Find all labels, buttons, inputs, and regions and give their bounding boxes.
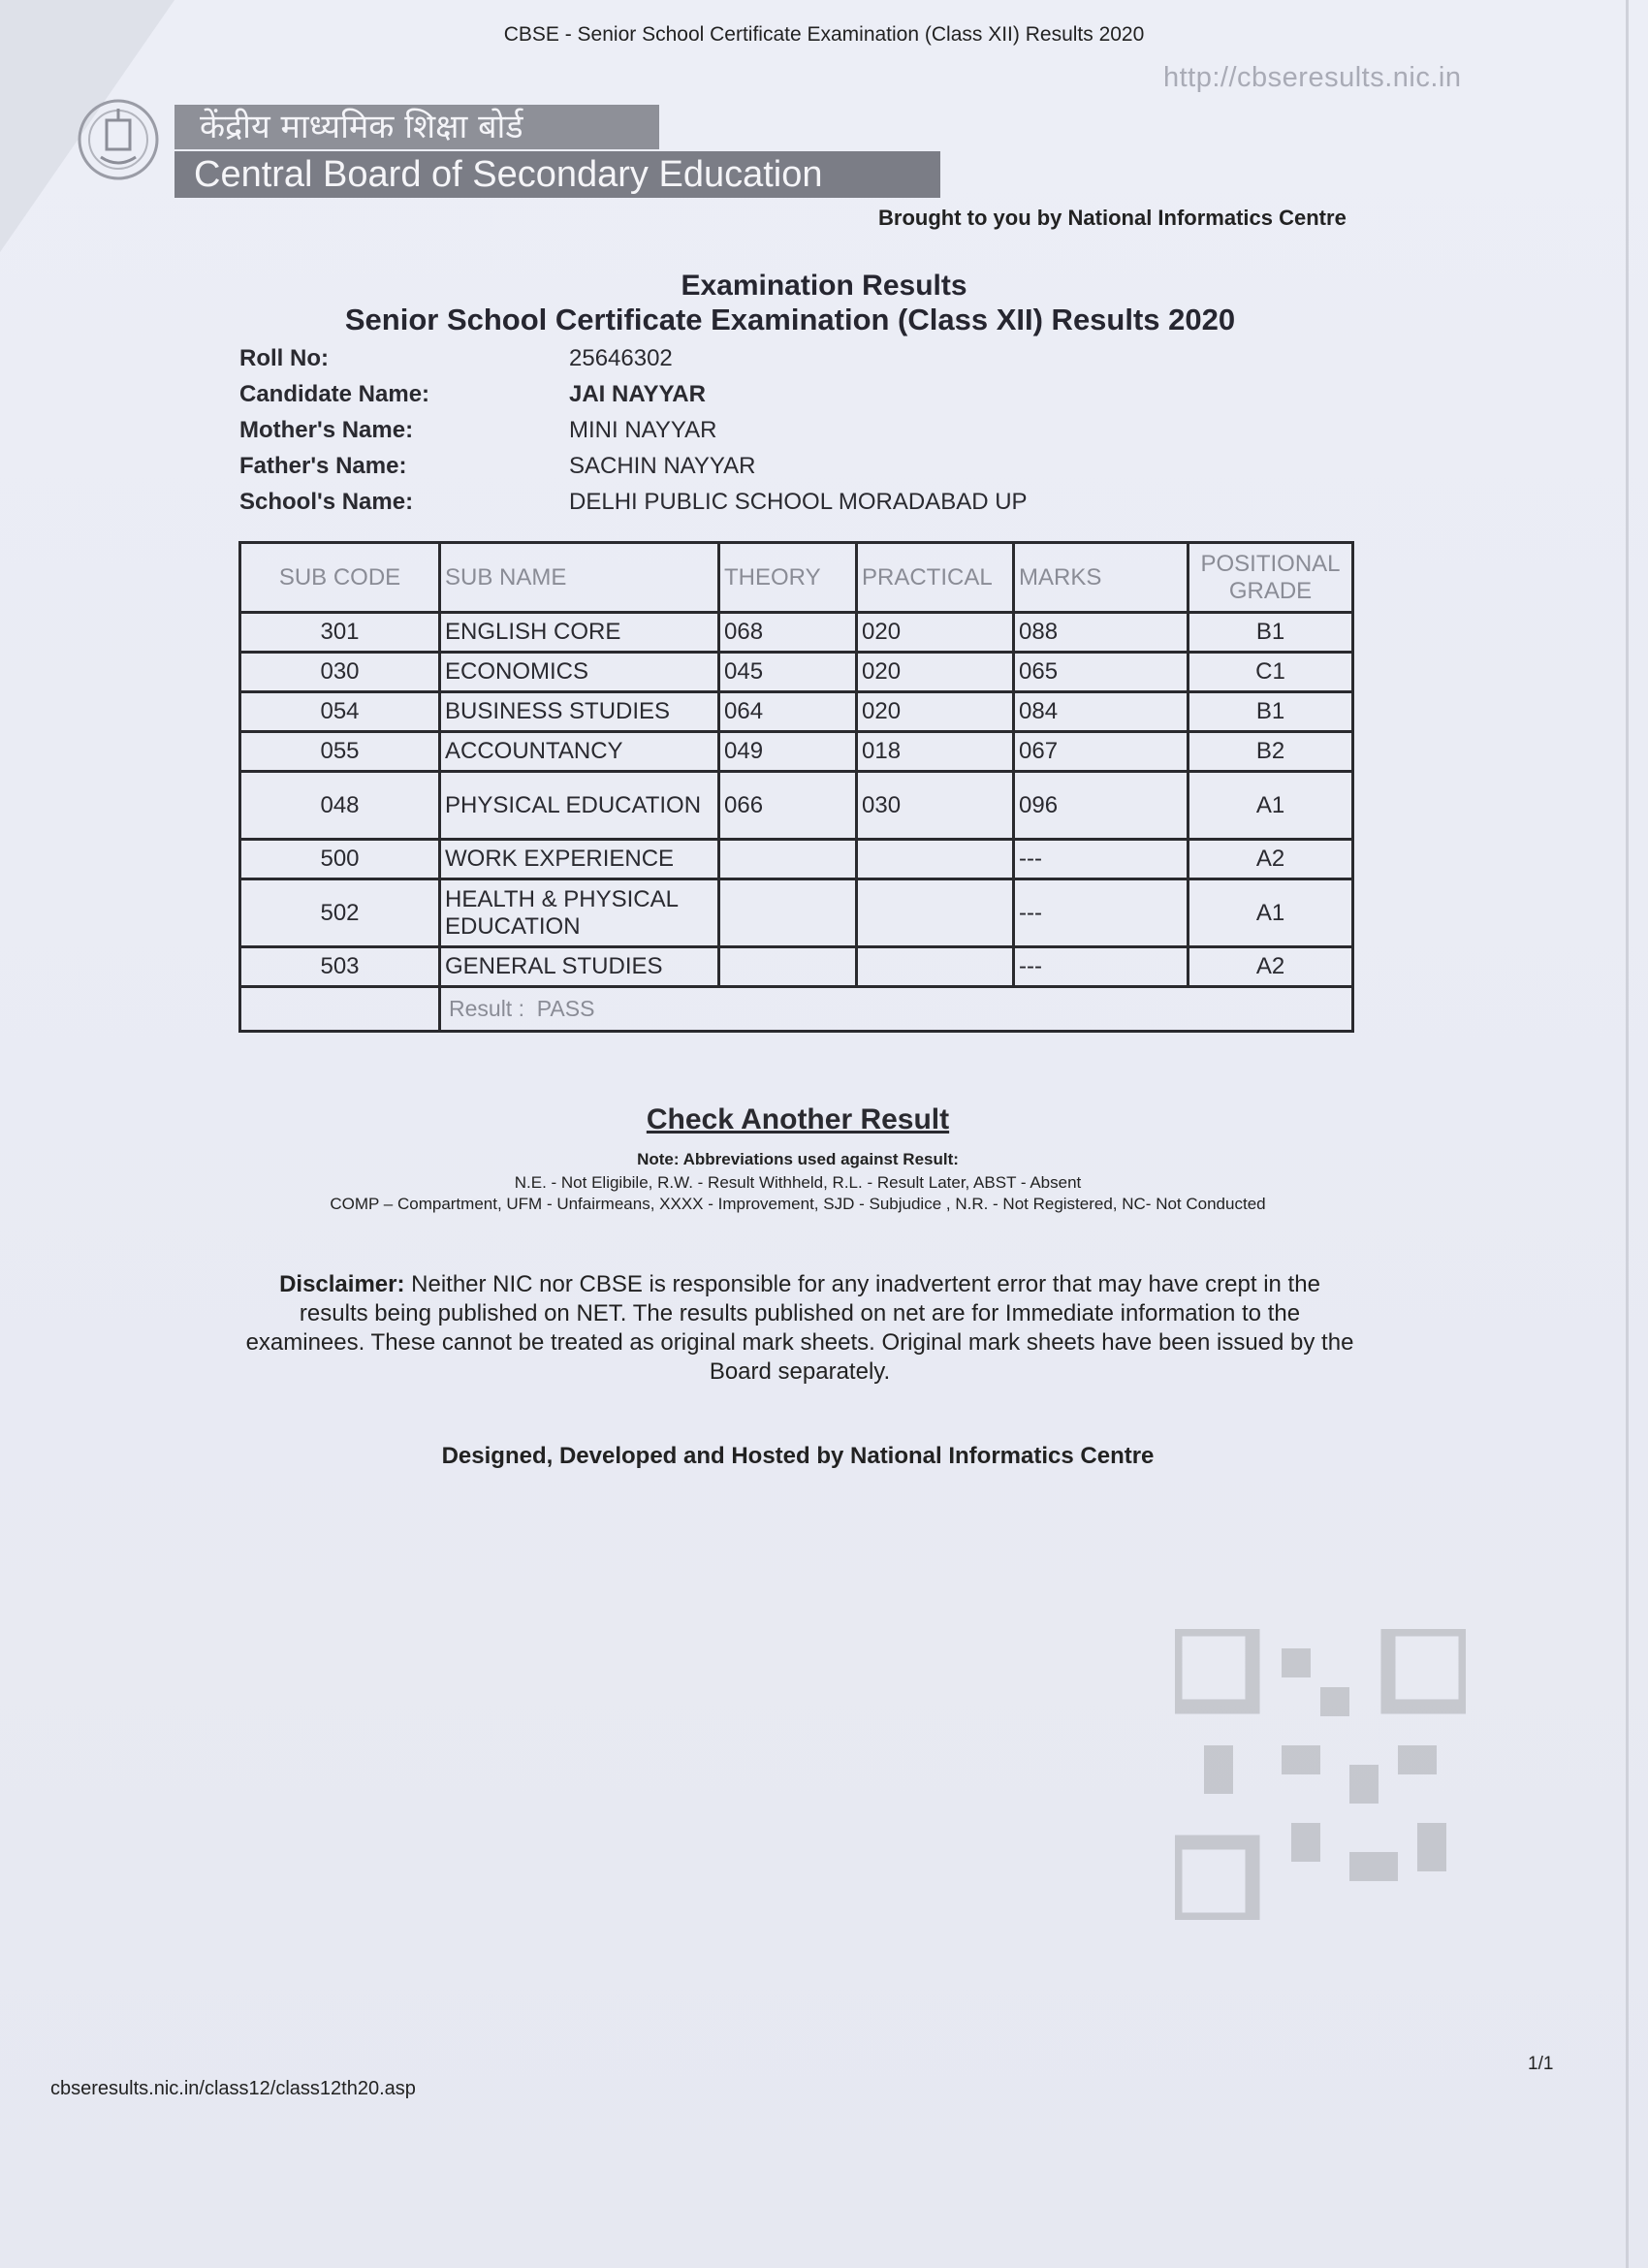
cell-practical: [857, 947, 1014, 987]
cell-sub-name: PHYSICAL EDUCATION: [440, 772, 719, 840]
cell-marks: ---: [1014, 947, 1188, 987]
page-edge: [1626, 0, 1629, 2268]
detail-value: SACHIN NAYYAR: [569, 453, 756, 479]
table-row: [240, 613, 1353, 653]
cell-sub-code: 054: [240, 692, 440, 732]
cell-theory: 064: [719, 692, 857, 732]
cell-sub-code: 500: [240, 840, 440, 879]
detail-mother-name: [239, 417, 1403, 452]
cell-sub-name: BUSINESS STUDIES: [440, 692, 719, 732]
cell-practical: 018: [857, 732, 1014, 772]
cell-grade: A1: [1188, 879, 1353, 947]
table-row: [240, 653, 1353, 692]
cell-practical: [857, 879, 1014, 947]
cell-theory: [719, 879, 857, 947]
cell-marks: ---: [1014, 879, 1188, 947]
cbse-emblem-icon: [76, 80, 161, 200]
cell-marks: 096: [1014, 772, 1188, 840]
detail-value: DELHI PUBLIC SCHOOL MORADABAD UP: [569, 489, 1028, 515]
header-theory: THEORY: [719, 543, 857, 613]
header-positional-grade: POSITIONAL GRADE: [1188, 543, 1353, 613]
cell-practical: 020: [857, 613, 1014, 653]
cell-grade: B2: [1188, 732, 1353, 772]
disclaimer-text: Neither NIC nor CBSE is responsible for any inadvertent error that may have crept in the results being published on NET. The results published on net are for Immediate information to the examinees. These cannot be treated as original mark sheets. Original mark sheets have been issued by the Board separately.: [245, 1271, 1354, 1385]
detail-candidate-name: [239, 381, 1403, 416]
cell-grade: A2: [1188, 947, 1353, 987]
cell-practical: 020: [857, 692, 1014, 732]
cell-sub-code: 030: [240, 653, 440, 692]
table-row: [240, 840, 1353, 879]
detail-label: School's Name:: [239, 489, 414, 515]
cell-sub-name: GENERAL STUDIES: [440, 947, 719, 987]
cell-sub-code: 048: [240, 772, 440, 840]
detail-value: 25646302: [569, 345, 673, 371]
cell-practical: [857, 840, 1014, 879]
logo-hindi-name: केंद्रीय माध्यमिक शिक्षा बोर्ड: [174, 105, 659, 149]
table-row: [240, 732, 1353, 772]
cell-sub-code: 502: [240, 879, 440, 947]
cell-theory: 068: [719, 613, 857, 653]
header-sub-code: SUB CODE: [240, 543, 440, 613]
cell-practical: 030: [857, 772, 1014, 840]
cell-sub-name: HEALTH & PHYSICAL EDUCATION: [440, 879, 719, 947]
detail-roll-no: [239, 345, 1403, 380]
marks-table: [238, 541, 1354, 1033]
detail-school-name: [239, 489, 1403, 524]
detail-value: MINI NAYYAR: [569, 417, 717, 443]
detail-label: Father's Name:: [239, 453, 407, 479]
disclaimer-label: Disclaimer:: [279, 1271, 405, 1297]
result-label: Result :: [449, 996, 524, 1021]
header-practical: PRACTICAL: [857, 543, 1014, 613]
cell-marks: 088: [1014, 613, 1188, 653]
detail-value: JAI NAYYAR: [569, 381, 706, 407]
result-row: [240, 987, 1353, 1032]
result-value: PASS: [536, 996, 595, 1021]
cell-marks: 084: [1014, 692, 1188, 732]
cell-sub-code: 503: [240, 947, 440, 987]
detail-father-name: [239, 453, 1403, 488]
cell-theory: 045: [719, 653, 857, 692]
cell-sub-code: 301: [240, 613, 440, 653]
page-title: Examination Results: [681, 270, 967, 302]
header-marks: MARKS: [1014, 543, 1188, 613]
cell-grade: A2: [1188, 840, 1353, 879]
brought-by-text: Brought to you by National Informatics Centre: [878, 206, 1347, 230]
cell-grade: C1: [1188, 653, 1353, 692]
check-another-result-link[interactable]: Check Another Result: [646, 1103, 950, 1135]
cell-theory: [719, 840, 857, 879]
page-number: 1/1: [1528, 2054, 1554, 2074]
note-line-2: COMP – Compartment, UFM - Unfairmeans, XXXX - Improvement, SJD - Subjudice , N.R. - Not Registered, NC- Not Conducted: [330, 1195, 1266, 1213]
cell-sub-name: ECONOMICS: [440, 653, 719, 692]
page-subtitle: Senior School Certificate Examination (Class XII) Results 2020: [344, 303, 1236, 336]
cell-marks: ---: [1014, 840, 1188, 879]
header-sub-name: SUB NAME: [440, 543, 719, 613]
cell-theory: 066: [719, 772, 857, 840]
detail-label: Mother's Name:: [239, 417, 414, 443]
cell-theory: [719, 947, 857, 987]
table-row: [240, 692, 1353, 732]
cell-theory: 049: [719, 732, 857, 772]
cell-marks: 067: [1014, 732, 1188, 772]
cell-sub-name: ENGLISH CORE: [440, 613, 719, 653]
note-line-1: N.E. - Not Eligibile, R.W. - Result Withheld, R.L. - Result Later, ABST - Absent: [514, 1173, 1082, 1192]
qr-code-icon: [1175, 1629, 1466, 1920]
detail-label: Roll No:: [239, 345, 329, 371]
cell-practical: 020: [857, 653, 1014, 692]
designed-by-text: Designed, Developed and Hosted by National Informatics Centre: [441, 1443, 1155, 1469]
disclaimer: [242, 1270, 1357, 1387]
cell-sub-code: 055: [240, 732, 440, 772]
page-header: CBSE - Senior School Certificate Examination (Class XII) Results 2020: [503, 23, 1145, 46]
url-watermark: http://cbseresults.nic.in: [1163, 62, 1462, 93]
cell-grade: B1: [1188, 692, 1353, 732]
result-empty-cell: [240, 987, 440, 1032]
cell-grade: A1: [1188, 772, 1353, 840]
footer-url: cbseresults.nic.in/class12/class12th20.asp: [50, 2078, 416, 2099]
detail-label: Candidate Name:: [239, 381, 430, 407]
cell-sub-name: WORK EXPERIENCE: [440, 840, 719, 879]
table-row: [240, 947, 1353, 987]
cell-marks: 065: [1014, 653, 1188, 692]
logo-english-name: Central Board of Secondary Education: [174, 151, 940, 198]
table-row: [240, 879, 1353, 947]
cell-grade: B1: [1188, 613, 1353, 653]
table-header-row: [240, 543, 1353, 613]
table-row: [240, 772, 1353, 840]
note-title: Note: Abbreviations used against Result:: [637, 1150, 959, 1168]
result-cell: [440, 987, 1353, 1032]
cell-sub-name: ACCOUNTANCY: [440, 732, 719, 772]
